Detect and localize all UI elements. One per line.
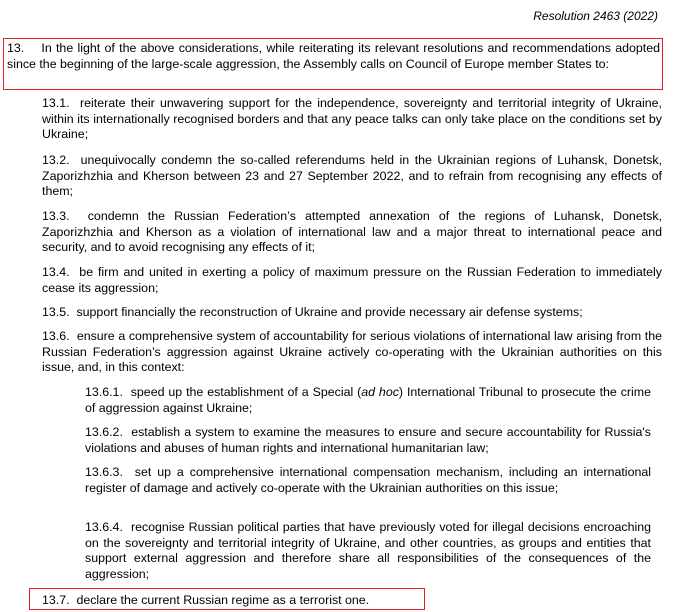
paragraph-13 [7, 41, 660, 72]
paragraph-text: In the light of the above considerations, while reiterating its relevant resolutions and recommendations adopted since the beginning of the large-scale aggression, the Assembly calls on Council of Europe member States to: [7, 41, 660, 71]
paragraph-number: 13.6. [42, 329, 70, 343]
paragraph-text: declare the current Russian regime as a terrorist one. [76, 593, 370, 607]
paragraph-number: 13.6.3. [85, 465, 123, 479]
paragraph-text: be firm and united in exerting a policy of maximum pressure on the Russian Federation to immediately cease its aggression; [42, 265, 662, 295]
paragraph-number: 13.6.1. [85, 385, 123, 399]
paragraph-13-5 [42, 305, 662, 321]
paragraph-13-6-3 [85, 465, 651, 496]
paragraph-number: 13.4. [42, 265, 70, 279]
paragraph-number: 13.2. [42, 153, 70, 167]
paragraph-text: set up a comprehensive international compensation mechanism, including an international register of damage and actively co-operate with the Ukrainian authorities on this issue; [85, 465, 651, 495]
paragraph-text: establish a system to examine the measures to ensure and secure accountability for Russia's violations and abuses of human rights and international humanitarian law; [85, 425, 651, 455]
paragraph-text-end: ) International Tribunal to prosecute the crime of aggression against Ukraine; [85, 385, 652, 415]
paragraph-13-6-2 [85, 425, 651, 456]
paragraph-13-1 [42, 96, 662, 143]
paragraph-13-6 [42, 329, 662, 376]
paragraph-number: 13. [7, 41, 25, 55]
paragraph-text: condemn the Russian Federation’s attempted annexation of the regions of Luhansk, Donetsk, Zaporizhzhia and Kherson as a violation of international law and a major threat to international peace and security, and to avoid recognising any effects of it; [42, 209, 662, 255]
paragraph-number: 13.7. [42, 593, 70, 607]
paragraph-13-3 [42, 209, 662, 256]
paragraph-13-6-1 [85, 385, 651, 416]
paragraph-13-6-4 [85, 520, 651, 582]
paragraph-text: unequivocally condemn the so-called referendums held in the Ukrainian regions of Luhansk, Donetsk, Zaporizhzhia and Kherson between 23 and 27 September 2022, and to refrain from recognising any effects of them; [42, 153, 662, 199]
paragraph-13-4 [42, 265, 662, 296]
paragraph-number: 13.3. [42, 209, 70, 223]
paragraph-text-start: speed up the establishment of a Special ( [130, 385, 362, 399]
paragraph-number: 13.1. [42, 96, 70, 110]
paragraph-13-7 [42, 593, 442, 609]
resolution-header: Resolution 2463 (2022) [533, 9, 658, 23]
paragraph-text-italic: ad hoc [361, 385, 399, 399]
paragraph-number: 13.6.4. [85, 520, 123, 534]
paragraph-number: 13.6.2. [85, 425, 123, 439]
paragraph-text: reiterate their unwavering support for the independence, sovereignty and territorial integrity of Ukraine, within its internationally recognised borders and that any peace talks can only take place on the conditions set by Ukraine; [42, 96, 663, 142]
paragraph-text: support financially the reconstruction of Ukraine and provide necessary air defense systems; [76, 305, 583, 319]
paragraph-number: 13.5. [42, 305, 70, 319]
paragraph-13-2 [42, 153, 662, 200]
paragraph-text: recognise Russian political parties that have previously voted for illegal decisions encroaching on the sovereignty and territorial integrity of Ukraine, and other countries, as groups and entities that support external aggression and therefore share all responsibilities of the consequences of the aggression; [85, 520, 651, 581]
paragraph-text: ensure a comprehensive system of accountability for serious violations of international law arising from the Russian Federation’s aggression against Ukraine actively co-operating with the Ukrainian authorities on this issue, and, in this context: [42, 329, 662, 375]
